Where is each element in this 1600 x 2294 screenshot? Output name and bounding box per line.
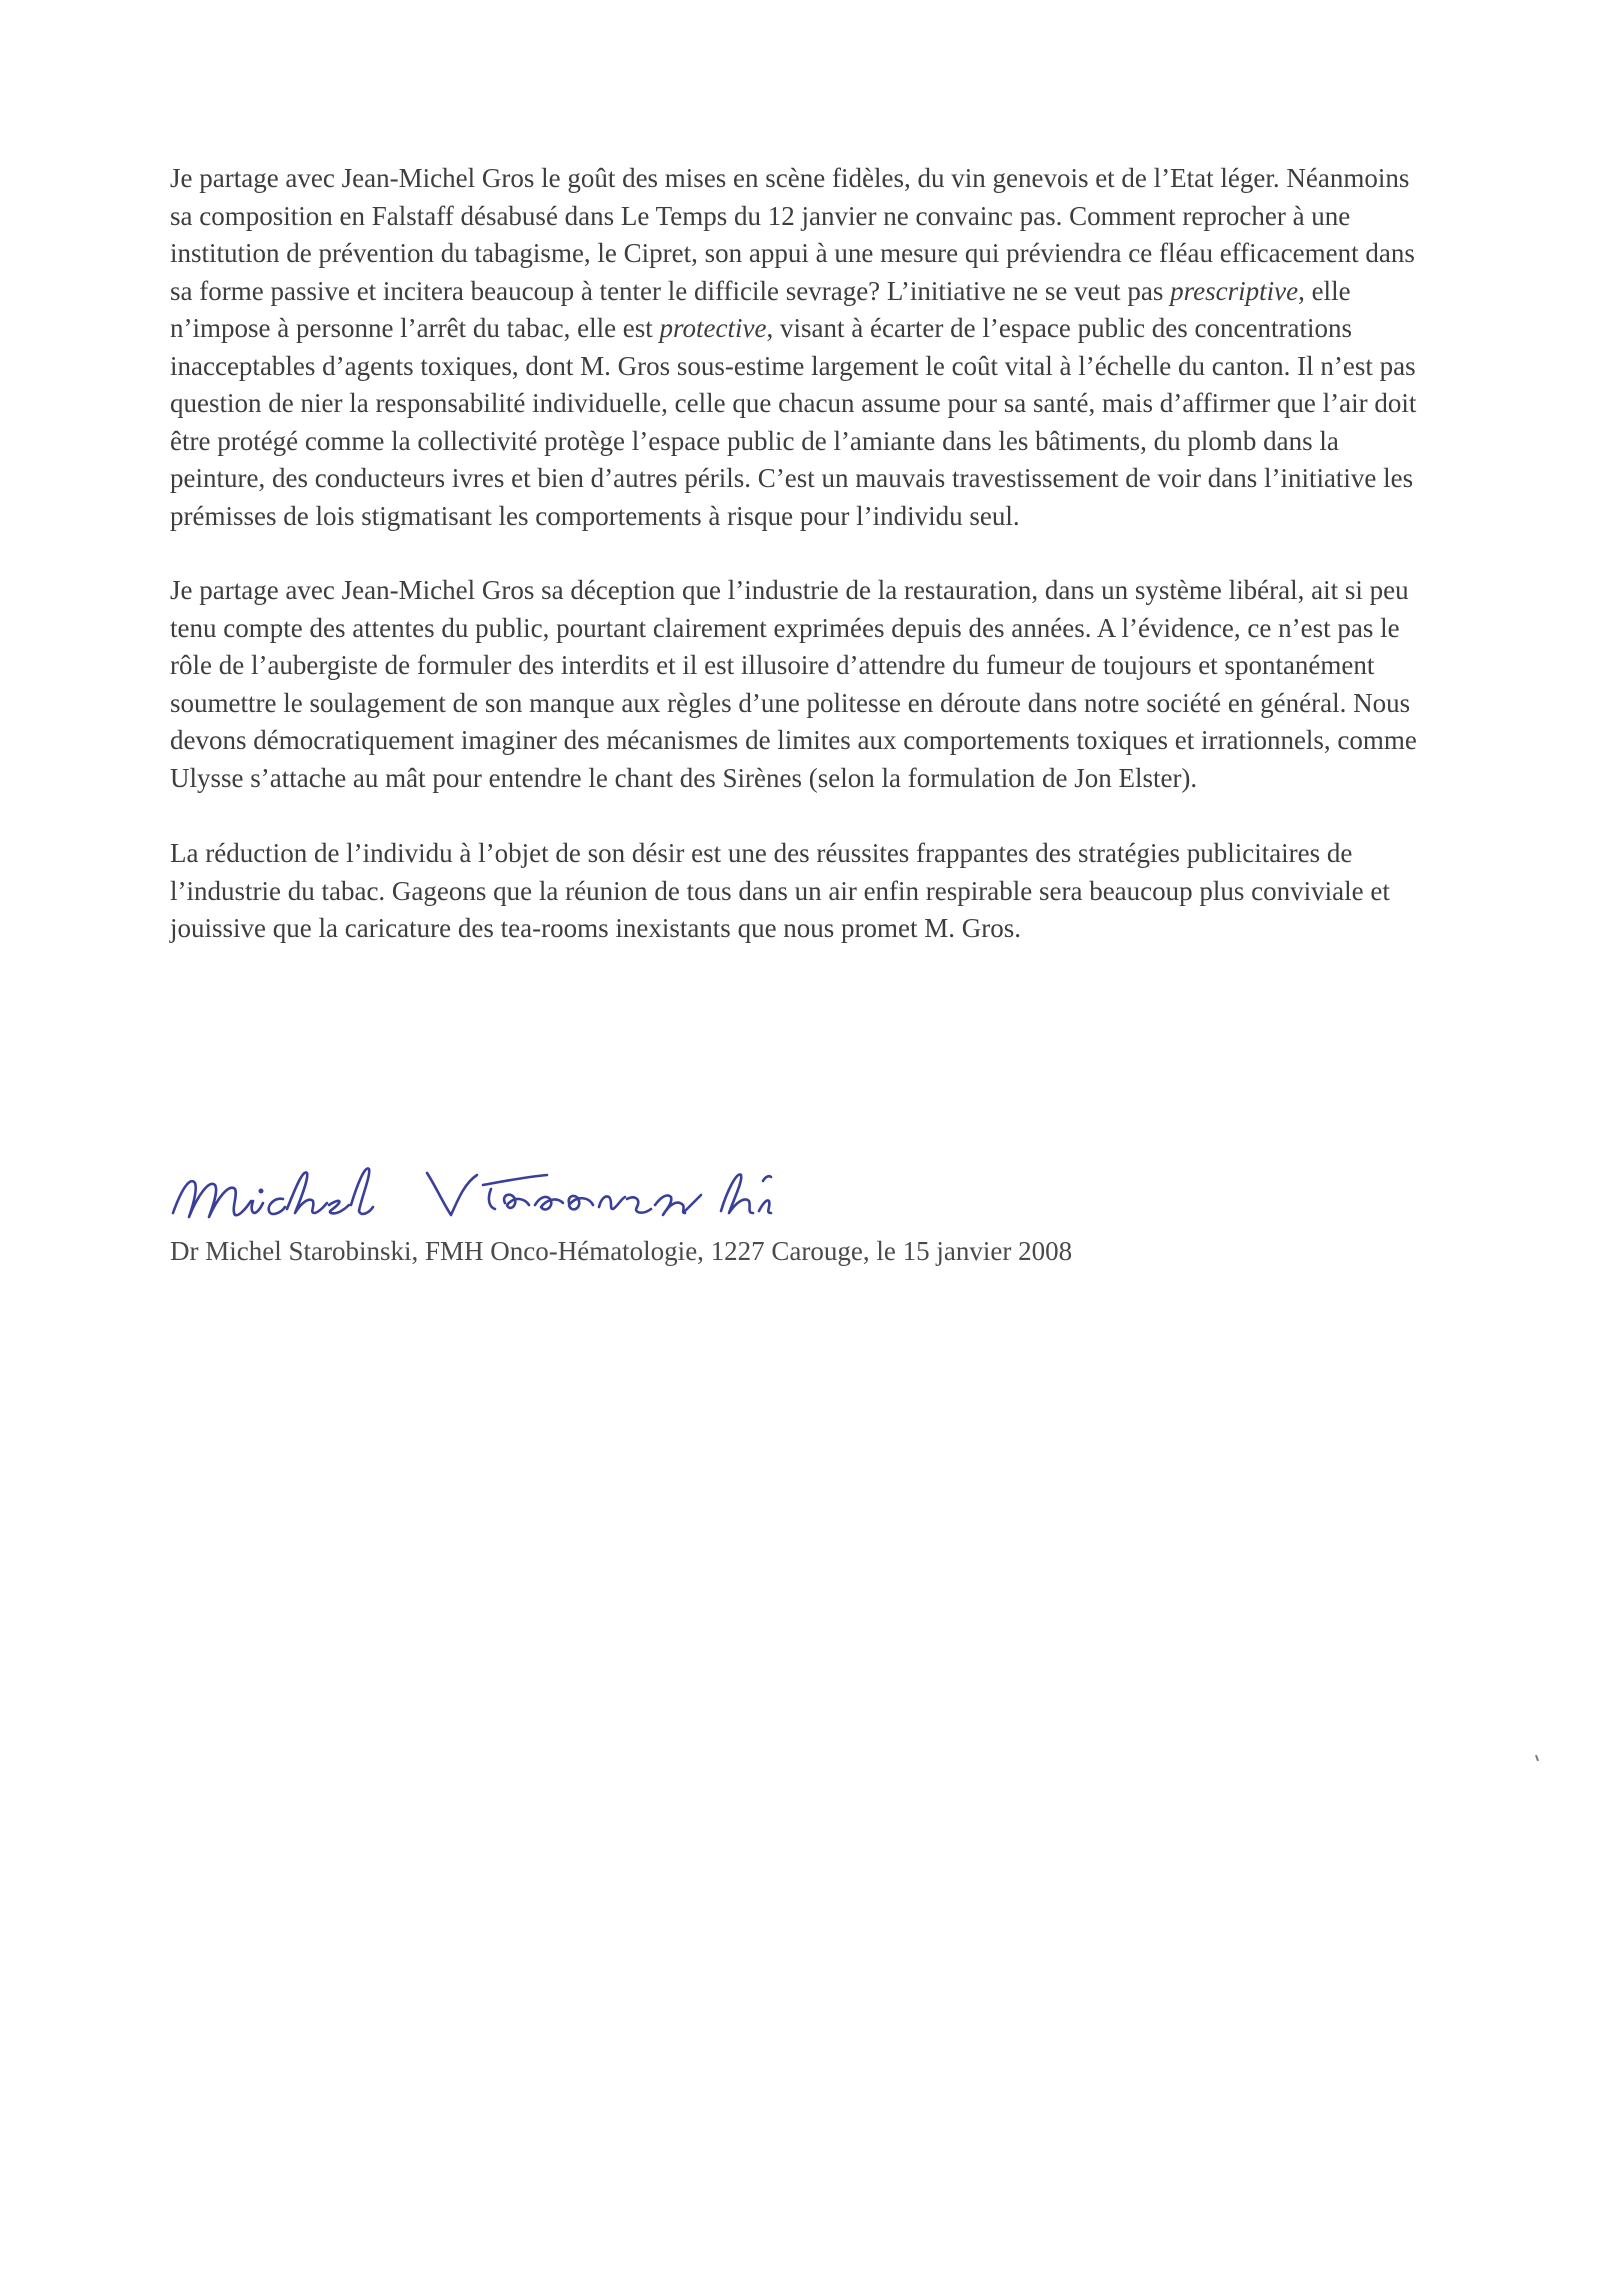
paragraph-3: La réduction de l’individu à l’objet de son désir est une des réussites frappantes des stratégies publicitaires de l’industrie du tabac. Gageons que la réunion de tous dans un air enfin respirable sera beaucoup plus conviviale et jouissive que la caricature des tea-rooms inexistants que nous promet M. Gros. (170, 838, 1390, 943)
scan-speck (1535, 1755, 1539, 1761)
paragraph-2: Je partage avec Jean-Michel Gros sa déception que l’industrie de la restauration, dans un système libéral, ait si peu tenu compte des attentes du public, pourtant clairement exprimées depuis des années. A l’évidence, ce n’est pas le rôle de l’aubergiste de formuler des interdits et il est illusoire d’attendre du fumeur de toujours et spontanément soumettre le soulagement de son manque aux règles d’une politesse en déroute dans notre société en général. Nous devons démocratiquement imaginer des mécanismes de limites aux comportements toxiques et irrationnels, comme Ulysse s’attache au mât pour entendre le chant des Sirènes (selon la formulation de Jon Elster). (170, 575, 1417, 793)
paragraph-1-text-1: Je partage avec Jean-Michel Gros le goût des mises en scène fidèles, du vin genevois et de l’Etat léger. Néanmoins sa composition en Falstaff désabusé dans Le Temps du 12 janvier ne convainc pas. Comment reprocher à une institution de prévention du tabagisme, le Cipret, son appui à une mesure qui préviendra ce fléau efficacement dans sa forme passive et incitera beaucoup à tenter le difficile sevrage? L’initiative ne se veut pas (170, 163, 1415, 306)
emphasis-prescriptive: prescriptive (1170, 275, 1299, 306)
emphasis-protective: protective (659, 313, 767, 343)
paragraph-1 (170, 160, 1430, 535)
paragraph-1-text-3: , visant à écarter de l’espace public des concentrations inacceptables d’agents toxiques, dont M. Gros sous-estime largement le coût vital à l’échelle du canton. Il n’est pas question de nier la responsabilité individuelle, celle que chacun assume pour sa santé, mais d’affirmer que l’air doit être protégé comme la collectivité protège l’espace public de l’amiante dans les bâtiments, du plomb dans la peinture, des conducteurs ivres et bien d’autres périls. C’est un mauvais travestissement de voir dans l’initiative les prémisses de lois stigmatisant les comportements à risque pour l’individu seul. (170, 313, 1417, 531)
letter-body (170, 160, 1430, 948)
paragraph-1-text-2: , elle n’impose à personne l’arrêt du tabac, elle est (170, 275, 1351, 343)
signature-line: Dr Michel Starobinski, FMH Onco-Hématologie, 1227 Carouge, le 15 janvier 2008 (170, 1236, 1073, 1266)
